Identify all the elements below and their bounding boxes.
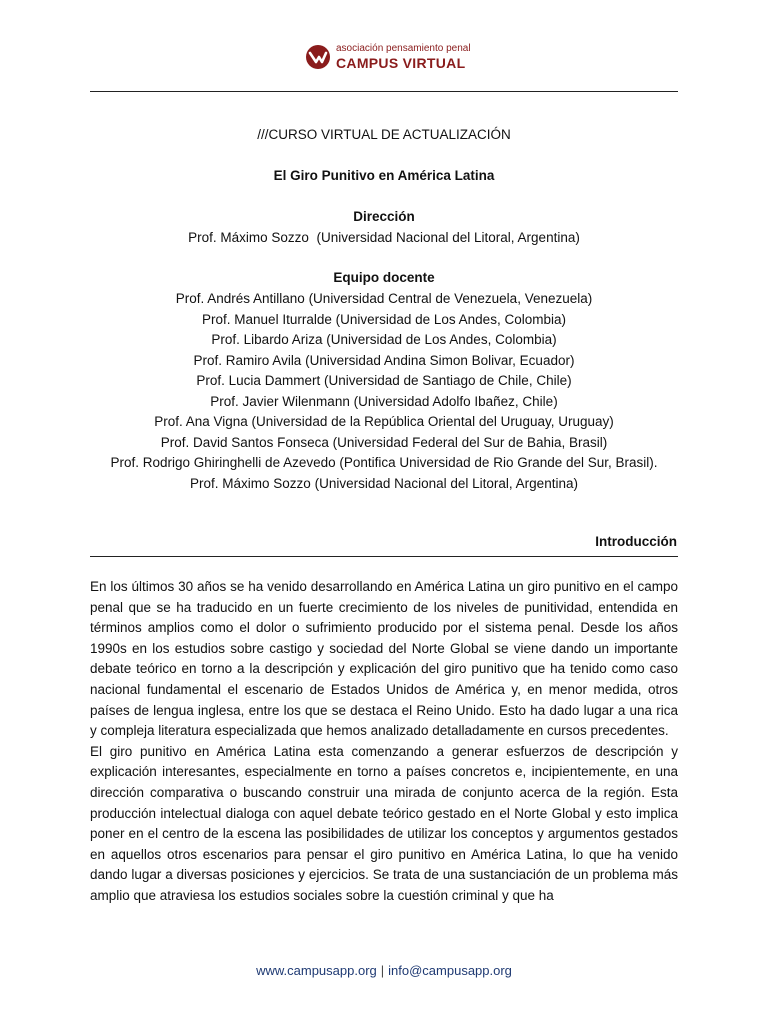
campus-virtual-logo (305, 44, 471, 70)
team-member: Prof. Manuel Iturralde (Universidad de Los Andes, Colombia) (202, 311, 566, 327)
intro-paragraph: En los últimos 30 años se ha venido desarrollando en América Latina un giro punitivo en el campo penal que se ha traducido en un fuerte crecimiento de los niveles de punitividad, entendida en términos amplios como el dolor o sufrimiento producido por el sistema penal. Desde los años 1990s en los estudios sobre castigo y sociedad del Norte Global se viene dando un importante debate teórico en torno a la descripción y explicación del giro punitivo que ha tenido como caso nacional fundamental el escenario de Estados Unidos de América y, en menor medida, otros países de lengua inglesa, entre los que se destaca el Reino Unido. Esto ha dado lugar a una rica y compleja literatura especializada que hemos analizado detalladamente en cursos precedentes. (90, 579, 678, 739)
header-divider (90, 91, 678, 92)
intro-heading: Introducción (595, 534, 677, 549)
team-member: Prof. Lucia Dammert (Universidad de Santiago de Chile, Chile) (196, 373, 572, 388)
team-heading: Equipo docente (333, 270, 435, 285)
logo-subtitle: asociación pensamiento penal (336, 43, 471, 54)
email-link[interactable]: info@campusapp.org (388, 963, 512, 978)
course-label: ///CURSO VIRTUAL DE ACTUALIZACIÓN (257, 127, 511, 142)
team-list (40, 289, 728, 494)
intro-paragraph: El giro punitivo en América Latina esta comenzando a generar esfuerzos de descripción y explicación interesantes, especialmente en torno a países concretos e, incipientemente, en una dirección comparativa o buscando construir una mirada de conjunto acerca de la región. Esta producción intelectual dialoga con aquel debate teórico gestado en el Norte Global y esto implica poner en el centro de la escena las posibilidades de utilizar los conceptos y argumentos gestados en aquellos otros escenarios para pensar el giro punitivo en América Latina, lo que ha venido dando lugar a diversas posiciones y ejercicios. Se trata de una sustanciación de un problema más amplio que atraviesa los estudios sociales sobre la cuestión criminal y que ha (90, 743, 678, 903)
course-title: El Giro Punitivo en América Latina (273, 168, 495, 183)
director-line: Prof. Máximo Sozzo (Universidad Nacional del Litoral, Argentina) (188, 230, 580, 245)
intro-body (90, 577, 678, 907)
footer-separator: | (380, 963, 385, 978)
team-member: Prof. Libardo Ariza (Universidad de Los Andes, Colombia) (211, 332, 557, 347)
team-member: Prof. Máximo Sozzo (Universidad Nacional del Litoral, Argentina) (190, 475, 578, 491)
team-member: Prof. Andrés Antillano (Universidad Central de Venezuela, Venezuela) (175, 291, 593, 306)
team-member: Prof. Ana Vigna (Universidad de la República Oriental del Uruguay, Uruguay) (154, 414, 614, 429)
team-member: Prof. Ramiro Avila (Universidad Andina Simon Bolivar, Ecuador) (193, 352, 575, 368)
campus-logo-icon (305, 44, 331, 70)
footer (0, 963, 768, 978)
team-member: Prof. Javier Wilenmann (Universidad Adolfo Ibañez, Chile) (210, 393, 558, 409)
website-link[interactable]: www.campusapp.org (256, 963, 377, 978)
intro-divider (90, 556, 678, 557)
logo-title: CAMPUS VIRTUAL (336, 55, 466, 71)
team-member: Prof. David Santos Fonseca (Universidad Federal del Sur de Bahia, Brasil) (160, 434, 608, 450)
team-member: Prof. Rodrigo Ghiringhelli de Azevedo (Pontifica Universidad de Rio Grande del Sur, Brasil). (110, 455, 658, 470)
direction-heading: Dirección (353, 209, 415, 224)
